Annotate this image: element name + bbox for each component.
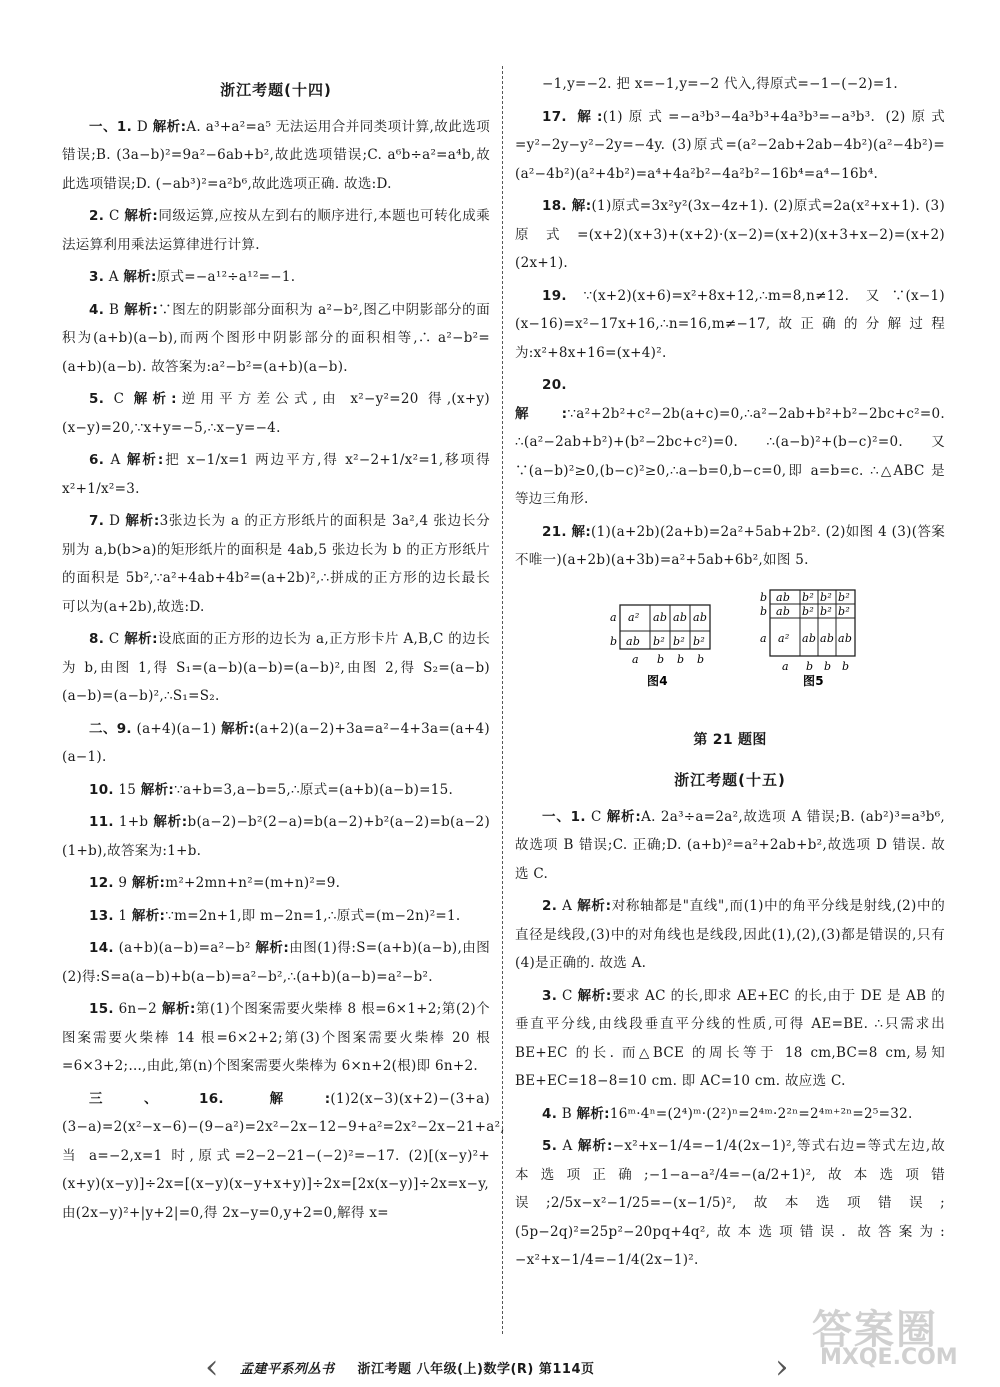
answer-item — [62, 202, 490, 259]
fig4-side-a: a — [610, 610, 617, 624]
answer-item — [515, 982, 945, 1096]
right-items-15 — [515, 803, 945, 1275]
answer-num: 10. — [89, 781, 114, 798]
left-column — [62, 70, 505, 1231]
fig5-cell-b2: b² — [802, 590, 815, 604]
fig4-cell-b2: b² — [653, 634, 666, 648]
answer-item — [515, 282, 945, 368]
fig4-bottom-b: b — [697, 652, 705, 666]
answer-kw: 解析: — [140, 781, 175, 798]
answer-kw: 解析: — [577, 987, 612, 1004]
answer-body: 由图(1)得:S=(a+b)(a−b),由图(2)得:S=a(a−b)+b(a−b)=a²−b²,∴(a+b)(a−b)=a²−b². — [62, 940, 490, 985]
fig5-side-b: b — [760, 590, 768, 604]
answer-kw: 解析: — [133, 391, 177, 407]
fig5-bottom-b: b — [842, 659, 850, 673]
fig4-cell-ab: ab — [653, 610, 668, 624]
fig4-cell-b2: b² — [673, 634, 686, 648]
answer-num: 5. — [89, 391, 105, 407]
fig4-bottom-b: b — [657, 652, 665, 666]
fig4-cell-a2: a² — [628, 610, 640, 624]
answer-item — [62, 808, 490, 865]
answer-item — [515, 103, 945, 189]
answer-ans: A — [562, 1138, 573, 1154]
fig4-bottom-b: b — [677, 652, 685, 666]
answer-ans: 9 — [118, 875, 128, 891]
fig5-cell-a2: a² — [778, 631, 790, 645]
answer-num: 19. — [542, 287, 567, 304]
footer-title: 浙江考题 八年级(上)数学(R) 第114页 — [357, 1362, 595, 1377]
answer-item — [515, 1132, 945, 1275]
answer-ans: C — [108, 208, 120, 224]
answer-num: 11. — [89, 814, 114, 830]
answer-num: 3. — [89, 269, 105, 285]
figure-21-caption: 第 21 题图 — [693, 731, 767, 748]
answer-num: 3. — [542, 987, 558, 1004]
answer-ans: 15 — [118, 781, 137, 798]
fig4-caption: 图4 — [647, 673, 668, 688]
answer-kw: 解析: — [131, 875, 166, 891]
answer-body: −x²+x−1/4=−1/4(2x−1)²,等式右边=等式左边,故本选项正确;−1−a−a²/4=−(a/2+1)²,故本选项错误;2/5x−x²−1/25=−(x−1/5)²,故本选项错误;(5p−2q)²=25p²−20pq+4q²,故本选项错误. 故答案为:−x²+x−1/4=−1/4(2x−1)². — [515, 1138, 946, 1268]
answer-body: 要求 AC 的长,即求 AE+EC 的长,由于 DE 是 AB 的垂直平分线,由线段垂直平分线的性质,可得 AE=BE. ∴只需求出 BE+EC 的长. 而△BCE 的周长等于 18 cm,BC=8 cm,易知 BE+EC=18−8=10 cm. 即 AC=10 cm. 故应选 C. — [515, 987, 946, 1089]
answer-body: A. 2a³÷a=2a²,故选项 A 错误;B. (ab²)³=a³b⁶,故选项 B 错误;C. 正确;D. (a+b)²=a²+2ab+b²,故选项 D 错误. 故选 C. — [515, 808, 945, 882]
answer-ans: 1 — [118, 907, 128, 924]
answer-body: ∵(x+2)(x+6)=x²+8x+12,∴m=8,n≠12. 又∵(x−1)(x−16)=x²−17x+16,∴n=16,m≠−17,故正确的分解过程为:x²+8x+16=(x+4)². — [515, 287, 946, 361]
answer-num: 2. — [542, 898, 558, 914]
figure-21-drawing — [515, 585, 945, 720]
answer-kw: 解析: — [221, 720, 255, 737]
answer-item — [515, 1100, 945, 1129]
right-items — [515, 70, 945, 575]
fig5-cell-ab: ab — [776, 590, 791, 604]
answer-kw: 解: — [577, 108, 603, 125]
answer-kw: 解析: — [126, 452, 164, 468]
answer-item — [62, 296, 490, 382]
watermark-url: MXQE.COM — [820, 1345, 958, 1370]
section-title-14: 浙江考题(十四) — [220, 81, 332, 99]
answer-body: ∵m=2n+1,即 m−2n=1,∴原式=(m−2n)²=1. — [165, 907, 461, 924]
answer-num: 二、9. — [89, 720, 132, 737]
answer-item — [515, 371, 945, 514]
answer-num: 5. — [542, 1138, 558, 1154]
answer-item — [515, 803, 945, 889]
fig4-cell-b2: b² — [693, 634, 706, 648]
answer-item — [62, 625, 490, 711]
answer-num: 12. — [89, 875, 114, 891]
fig5-cell-ab: ab — [820, 631, 835, 645]
answer-kw: 解析: — [124, 208, 159, 224]
answer-body: 第(1)个图案需要火柴棒 8 根=6×1+2;第(2)个图案需要火柴棒 14 根=6×2+2;第(3)个图案需要火柴棒 20 根=6×3+2;…,由此,第(n)个图案需要火柴棒为 6×n+2(根)即 6n+2. — [62, 1001, 490, 1074]
answer-item — [62, 385, 490, 442]
footer-text — [240, 1358, 595, 1377]
answer-body: ∵a+b=3,a−b=5,∴原式=(a+b)(a−b)=15. — [174, 781, 454, 798]
answer-body: b(a−2)−b²(2−a)=b(a−2)+b²(a−2)=b(a−2)(1+b),故答案为:1+b. — [62, 814, 491, 859]
answer-body: (a+2)(a−2)+3a=a²−4+3a=(a+4)(a−1). — [62, 720, 490, 765]
answer-ans: (a+4)(a−1) — [136, 720, 217, 737]
answer-num: 6. — [89, 452, 105, 468]
answer-ans: B — [561, 1105, 572, 1122]
answer-num: 4. — [89, 301, 105, 318]
answer-num: 7. — [89, 513, 105, 529]
answer-body: 把 x−1/x=1 两边平方,得 x²−2+1/x²=1,移项得 x²+1/x²=3. — [62, 452, 490, 497]
answer-item — [515, 70, 945, 99]
answer-kw: 解析: — [577, 1138, 613, 1154]
answer-ans: A — [108, 269, 119, 285]
answer-item — [62, 869, 490, 898]
answer-kw: 解析: — [124, 631, 158, 647]
answer-body: 逆用平方差公式,由 x²−y²=20 得,(x+y)(x−y)=20,∵x+y=−5,∴x−y=−4. — [62, 391, 490, 436]
section-title-15: 浙江考题(十五) — [674, 771, 786, 789]
fig5-caption: 图5 — [803, 673, 824, 688]
answer-ans: A — [110, 452, 121, 468]
footer-series: 孟建平系列丛书 — [240, 1362, 335, 1377]
answer-body: (1)(a+2b)(2a+b)=2a²+5ab+2b². (2)如图 4 (3)(答案不唯一)(a+2b)(a+3b)=a²+5ab+6b²,如图 5. — [515, 523, 945, 568]
answer-kw: 解析: — [161, 1001, 196, 1017]
answer-num: 4. — [542, 1105, 558, 1122]
answer-kw: 解析: — [577, 898, 612, 914]
fig5-bottom-b: b — [806, 659, 814, 673]
fig5-bottom-b: b — [824, 659, 832, 673]
answer-ans: C — [113, 391, 125, 407]
answer-item — [62, 995, 490, 1081]
fig5-cell-b2: b² — [802, 604, 815, 618]
next-arrow-icon: › — [775, 1347, 789, 1387]
answer-num: 一、1. — [542, 808, 586, 825]
fig5-cell-ab: ab — [776, 604, 791, 618]
answer-body: ∵a²+2b²+c²−2b(a+c)=0,∴a²−2ab+b²+b²−2bc+c²=0. ∴(a²−2ab+b²)+(b²−2bc+c²)=0. ∴(a−b)²+(b−c)²=0. 又∵(a−b)²≥0,(b−c)²≥0,∴a−b=0,b−c=0,即 a=b=c. ∴△ABC 是等边三角形. — [515, 405, 945, 507]
answer-ans: (a+b)(a−b)=a²−b² — [118, 940, 251, 956]
answer-item — [62, 263, 490, 292]
answer-num: 13. — [89, 907, 114, 924]
prev-arrow-icon: ‹ — [205, 1347, 219, 1387]
answer-kw: 解析: — [123, 269, 157, 285]
answer-kw: 解析: — [606, 808, 642, 825]
answer-ans: 6n−2 — [118, 1001, 158, 1017]
fig4-grid — [610, 605, 710, 666]
figure-21 — [515, 585, 945, 720]
fig5-cell-ab: ab — [802, 631, 817, 645]
answer-num: 17. — [542, 108, 567, 125]
answer-ans: C — [590, 808, 602, 825]
answer-num: 18. — [542, 198, 567, 214]
answer-ans: D — [109, 513, 121, 529]
fig5-side-a: a — [760, 631, 767, 645]
answer-item — [62, 776, 490, 805]
fig4-bottom-a: a — [632, 652, 639, 666]
answer-body: (1)2(x−3)(x+2)−(3+a)(3−a)=2(x²−x−6)−(9−a²)=2x²−2x−12−9+a²=2x²−2x−21+a²,当 a=−2,x=1 时,原式=2−2−21−(−2)²=−17. (2)[(x−y)²+(x+y)(x−y)]÷2x=[(x−y)(x−y+x+y)]÷2x=[2x(x−y)]÷2x=x−y,由(2x−y)²+|y+2|=0,得 2x−y=0,y+2=0,解得 x= — [62, 1090, 505, 1221]
left-items — [62, 113, 505, 1228]
answer-item — [62, 446, 490, 503]
fig5-side-b: b — [760, 604, 768, 618]
fig4-cell-ab: ab — [673, 610, 688, 624]
answer-kw: 解析: — [124, 301, 159, 318]
answer-body: (1)原式=3x²y²(3x−4z+1). (2)原式=2a(x²+x+1). (3)原式=(x+2)(x+3)+(x+2)·(x−2)=(x+2)(x+3+x−2)=(x+2)(2x+1). — [515, 198, 946, 271]
answer-item — [62, 113, 490, 199]
answer-num: 三、16. — [89, 1090, 224, 1107]
fig5-bottom-a: a — [782, 659, 789, 673]
answer-kw: 解: — [571, 198, 592, 214]
right-column — [515, 70, 945, 1279]
answer-item — [515, 892, 945, 978]
fig4-cell-ab: ab — [693, 610, 708, 624]
fig5-grid — [760, 590, 855, 673]
fig4-side-b: b — [610, 634, 618, 648]
fig5-cell-b2: b² — [820, 590, 833, 604]
column-divider — [502, 66, 503, 1334]
answer-num: 20. — [542, 377, 567, 393]
answer-body: 原式=−a¹²÷a¹²=−1. — [156, 269, 296, 285]
answer-kw: 解析: — [125, 513, 160, 529]
answer-ans: 1+b — [118, 814, 149, 830]
fig5-cell-b2: b² — [820, 604, 833, 618]
answer-item — [515, 518, 945, 575]
answer-num: 15. — [89, 1001, 114, 1017]
answer-ans: A — [562, 898, 573, 914]
answer-body: (1)原式=−a³b³−4a³b³+4a³b³=−a³b³. (2)原式=y²−2y−y²−2y=−4y. (3)原式=(a²−2ab+2ab−4b²)(a²−4b²)=(a²−4b²)(a²+4b²)=a⁴+4a²b²−4a²b²−16b⁴=a⁴−16b⁴. — [515, 108, 946, 182]
answer-item — [515, 192, 945, 278]
fig5-cell-ab: ab — [838, 631, 853, 645]
answer-num: 2. — [89, 208, 105, 224]
answer-body: m²+2mn+n²=(m+n)²=9. — [165, 875, 341, 891]
answer-kw: 解: — [571, 523, 592, 540]
answer-item — [62, 715, 490, 772]
answer-body: A. a³+a²=a⁵ 无法运用合并同类项计算,故此选项错误;B. (3a−b)²=9a²−6ab+b²,故此选项错误;C. a⁶b÷a²=a⁴b,故此选项错误;D. (−ab³)²=a²b⁶,故此选项正确. 故选:D. — [62, 118, 490, 192]
answer-kw: 解: — [515, 405, 568, 422]
answer-kw: 解析: — [153, 814, 188, 830]
answer-kw: 解析: — [152, 118, 187, 135]
fig5-cell-b2: b² — [838, 604, 851, 618]
answer-body: 3张边长为 a 的正方形纸片的面积是 3a²,4 张边长分别为 a,b(b>a)的矩形纸片的面积是 4ab,5 张边长为 b 的正方形纸片的面积是 5b²,∵a²+4ab+4b²=(a+2b)²,∴拼成的正方形的边长最长可以为(a+2b),故选:D. — [62, 513, 490, 615]
answer-ans: B — [109, 301, 120, 318]
answer-ans: C — [108, 631, 120, 647]
answer-body: 对称轴都是"直线",而(1)中的角平分线是射线,(2)中的直径是线段,(3)中的对角线也是线段,因此(1),(2),(3)都是错误的,只有(4)是正确的. 故选 A. — [515, 898, 945, 971]
answer-item — [62, 1085, 505, 1228]
answer-item — [62, 902, 490, 931]
answer-body: 设底面的正方形的边长为 a,正方形卡片 A,B,C 的边长为 b,由图 1,得 S₁=(a−b)(a−b)=(a−b)²,由图 2,得 S₂=(a−b)(a−b)=(a−b)²,∴S₁=S₂. — [62, 631, 490, 704]
answer-body: −1,y=−2. 把 x=−1,y=−2 代入,得原式=−1−(−2)=1. — [542, 76, 898, 92]
answer-ans: D — [136, 118, 148, 135]
watermark-logo: 答案圈 — [812, 1307, 938, 1353]
answer-num: 21. — [542, 523, 567, 540]
fig4-cell-ab: ab — [626, 634, 641, 648]
fig5-cell-b2: b² — [838, 590, 851, 604]
answer-item — [62, 934, 490, 991]
answer-num: 14. — [89, 940, 114, 956]
answer-kw: 解析: — [576, 1105, 610, 1122]
answer-item — [62, 507, 490, 621]
answer-kw: 解析: — [131, 907, 166, 924]
answer-num: 8. — [89, 631, 105, 647]
answer-kw: 解析: — [255, 940, 290, 956]
answer-body: 同级运算,应按从左到右的顺序进行,本题也可转化成乘法运算利用乘法运算律进行计算. — [62, 208, 491, 253]
answer-body: 16ᵐ·4ⁿ=(2⁴)ᵐ·(2²)ⁿ=2⁴ᵐ·2²ⁿ=2⁴ᵐ⁺²ⁿ=2⁵=32. — [609, 1105, 913, 1122]
answer-ans: C — [562, 987, 573, 1004]
answer-num: 一、1. — [89, 118, 133, 135]
answer-kw: 解: — [269, 1090, 331, 1107]
answer-body: ∵图左的阴影部分面积为 a²−b²,图乙中阴影部分的面积为(a+b)(a−b),而两个图形中阴影部分的面积相等,∴ a²−b²=(a+b)(a−b). 故答案为:a²−b²=(a+b)(a−b). — [62, 301, 491, 375]
